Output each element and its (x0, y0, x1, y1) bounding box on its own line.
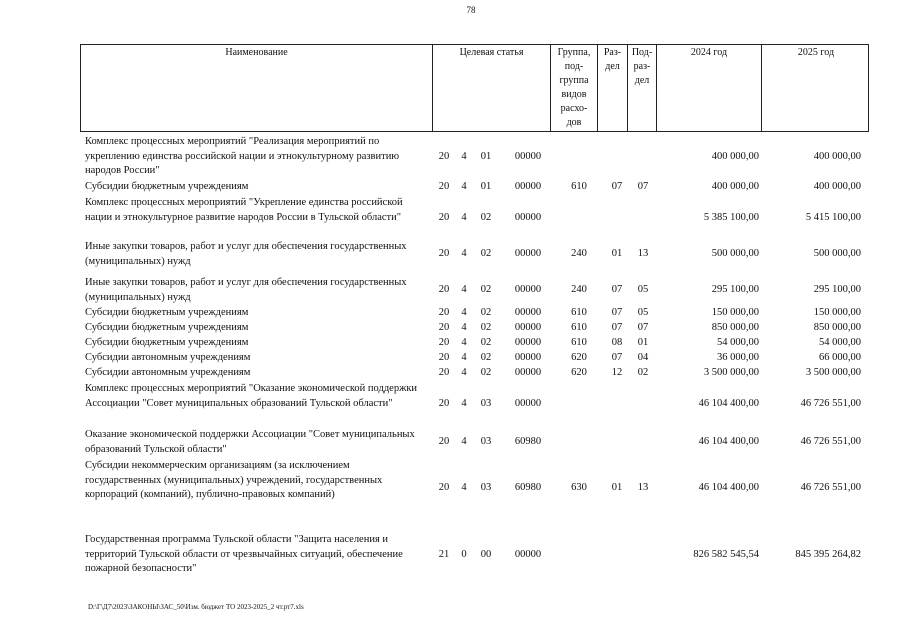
cell-a: 20 (438, 150, 450, 162)
cell-y2025: 54 000,00 (819, 337, 861, 348)
cell-b: 4 (461, 352, 467, 363)
cell-grp: 630 (571, 481, 587, 493)
cell-c: 00 (480, 548, 492, 560)
table-row (85, 321, 865, 336)
cell-a: 20 (438, 248, 450, 260)
table-row (85, 306, 865, 321)
header-2025: 2025 год (797, 47, 835, 58)
cell-y2024: 54 000,00 (717, 337, 759, 348)
cell-d: 00000 (514, 352, 542, 363)
cell-grp: 620 (571, 367, 587, 378)
cell-c: 02 (480, 367, 492, 378)
cell-y2024: 36 000,00 (717, 352, 759, 363)
cell-y2024: 500 000,00 (711, 248, 759, 260)
cell-d: 00000 (514, 307, 542, 318)
cell-sub: 13 (637, 248, 649, 260)
cell-sub: 04 (637, 352, 649, 363)
cell-y2025: 845 395 264,82 (795, 548, 861, 560)
cell-sec: 01 (611, 248, 623, 260)
cell-y2025: 66 000,00 (819, 352, 861, 363)
cell-sub: 07 (637, 322, 649, 333)
table-row (85, 459, 865, 517)
row-name: Субсидии бюджетным учреждениям (85, 322, 249, 333)
cell-y2025: 400 000,00 (813, 181, 861, 192)
cell-grp: 240 (571, 284, 587, 296)
cell-y2024: 295 100,00 (711, 284, 759, 296)
table-row (85, 366, 865, 381)
table-row (85, 180, 865, 195)
cell-y2025: 400 000,00 (813, 150, 861, 162)
cell-sub: 01 (637, 337, 649, 348)
cell-grp: 610 (571, 322, 587, 333)
cell-c: 02 (480, 284, 492, 296)
cell-a: 20 (438, 211, 450, 223)
cell-grp: 610 (571, 337, 587, 348)
cell-b: 4 (461, 211, 467, 223)
cell-b: 4 (461, 150, 467, 162)
table-header (80, 44, 869, 132)
cell-d: 00000 (514, 397, 542, 409)
cell-y2024: 46 104 400,00 (698, 481, 759, 493)
cell-y2024: 5 385 100,00 (703, 211, 759, 223)
cell-grp: 620 (571, 352, 587, 363)
cell-c: 01 (480, 150, 492, 162)
cell-c: 02 (480, 248, 492, 260)
cell-a: 20 (438, 397, 450, 409)
cell-y2025: 46 726 551,00 (800, 397, 861, 409)
cell-sec: 08 (611, 337, 623, 348)
cell-b: 4 (461, 481, 467, 493)
cell-b: 4 (461, 397, 467, 409)
cell-sec: 07 (611, 322, 623, 333)
cell-b: 0 (461, 548, 467, 560)
cell-b: 4 (461, 307, 467, 318)
cell-b: 4 (461, 248, 467, 260)
cell-y2024: 850 000,00 (711, 322, 759, 333)
cell-y2024: 400 000,00 (711, 150, 759, 162)
cell-c: 03 (480, 436, 492, 448)
cell-d: 00000 (514, 181, 542, 192)
cell-y2024: 150 000,00 (711, 307, 759, 318)
cell-a: 20 (438, 307, 450, 318)
row-name: Субсидии бюджетным учреждениям (85, 307, 249, 318)
cell-d: 00000 (514, 284, 542, 296)
cell-sub: 02 (637, 367, 649, 378)
cell-a: 20 (438, 481, 450, 493)
header-name: Наименование (81, 45, 433, 131)
cell-y2025: 5 415 100,00 (805, 211, 861, 223)
header-2024: 2024 год (657, 45, 762, 131)
cell-y2025: 3 500 000,00 (805, 367, 861, 378)
table-row (85, 240, 865, 269)
table-row (85, 196, 865, 240)
cell-grp: 610 (571, 307, 587, 318)
cell-c: 02 (480, 307, 492, 318)
row-name: Субсидии бюджетным учреждениям (85, 181, 249, 192)
cell-sub: 13 (637, 481, 649, 493)
cell-y2025: 500 000,00 (813, 248, 861, 260)
table-row (85, 351, 865, 366)
cell-d: 00000 (514, 150, 542, 162)
header-section: Раз- дел (598, 45, 628, 131)
cell-y2024: 3 500 000,00 (703, 367, 759, 378)
cell-d: 00000 (514, 248, 542, 260)
cell-a: 21 (438, 548, 450, 560)
row-name: Комплекс процессных мероприятий "Реализация мероприятий по укреплению единства российской нации и этнокультурному развитию народов России" (85, 136, 400, 176)
row-name: Иные закупки товаров, работ и услуг для обеспечения государственных (муниципальных) нужд (85, 277, 407, 303)
cell-sub: 05 (637, 307, 649, 318)
cell-grp: 240 (571, 248, 587, 260)
table-row (85, 336, 865, 351)
row-name: Государственная программа Тульской области "Защита населения и территорий Тульской области от чрезвычайных ситуаций, обеспечение пожарной безопасности" (85, 534, 403, 574)
file-path-footer: D:\Г\Д7\2023\ЗАКОНЫ\ЗАС_50\Изм. бюджет ТО 2023-2025_2 чт.рт7.xls (88, 603, 304, 611)
cell-b: 4 (461, 436, 467, 448)
cell-y2025: 46 726 551,00 (800, 481, 861, 493)
cell-a: 20 (438, 284, 450, 296)
cell-d: 00000 (514, 337, 542, 348)
table-row (85, 428, 865, 457)
row-name: Иные закупки товаров, работ и услуг для обеспечения государственных (муниципальных) нужд (85, 241, 407, 267)
cell-d: 00000 (514, 367, 542, 378)
cell-grp: 610 (571, 181, 587, 192)
row-name: Комплекс процессных мероприятий "Укрепление единства российской нации и этнокультурное развитие народов России в Тульской области" (85, 197, 403, 223)
cell-c: 03 (480, 397, 492, 409)
cell-d: 00000 (514, 322, 542, 333)
row-name: Субсидии некоммерческим организациям (за исключением государственных (муниципальных) учреждений, государственных корпораций (компаний), публично-правовых компаний) (85, 460, 383, 500)
cell-a: 20 (438, 322, 450, 333)
row-name: Субсидии автономным учреждениям (85, 352, 251, 363)
cell-c: 01 (480, 181, 492, 192)
header-target-article: Целевая статья (433, 45, 551, 131)
cell-y2025: 46 726 551,00 (800, 436, 861, 448)
cell-d: 60980 (514, 481, 542, 493)
cell-a: 20 (438, 436, 450, 448)
cell-b: 4 (461, 322, 467, 333)
cell-sec: 07 (611, 284, 623, 296)
cell-sec: 07 (611, 307, 623, 318)
cell-c: 02 (480, 352, 492, 363)
cell-b: 4 (461, 367, 467, 378)
cell-y2025: 295 100,00 (813, 284, 861, 296)
cell-sec: 07 (611, 352, 623, 363)
row-name: Оказание экономической поддержки Ассоциации "Совет муниципальных образований Тульской области" (85, 429, 415, 455)
cell-sec: 12 (611, 367, 623, 378)
cell-y2025: 150 000,00 (813, 307, 861, 318)
cell-y2024: 46 104 400,00 (698, 397, 759, 409)
cell-sec: 01 (611, 481, 623, 493)
cell-y2024: 46 104 400,00 (698, 436, 759, 448)
cell-b: 4 (461, 284, 467, 296)
cell-sub: 05 (637, 284, 649, 296)
cell-d: 00000 (514, 548, 542, 560)
cell-sub: 07 (637, 181, 649, 192)
cell-c: 02 (480, 211, 492, 223)
page-number: 78 (466, 5, 476, 15)
cell-c: 02 (480, 337, 492, 348)
cell-c: 02 (480, 322, 492, 333)
row-name: Субсидии бюджетным учреждениям (85, 337, 249, 348)
cell-d: 00000 (514, 211, 542, 223)
cell-sec: 07 (611, 181, 623, 192)
header-subsection: Под- раз- дел (628, 45, 657, 131)
cell-a: 20 (438, 337, 450, 348)
cell-y2024: 400 000,00 (711, 181, 759, 192)
cell-a: 20 (438, 352, 450, 363)
table-row (85, 276, 865, 305)
cell-y2025: 850 000,00 (813, 322, 861, 333)
row-name: Комплекс процессных мероприятий "Оказание экономической поддержки Ассоциации "Совет муниципальных образований Тульской области" (85, 383, 418, 409)
cell-a: 20 (438, 367, 450, 378)
cell-c: 03 (480, 481, 492, 493)
row-name: Субсидии автономным учреждениям (85, 367, 251, 378)
table-row (85, 533, 865, 577)
cell-y2024: 826 582 545,54 (693, 548, 759, 560)
cell-a: 20 (438, 181, 450, 192)
table-row (85, 382, 865, 426)
header-group: Группа, под- группа видов расхо- дов (551, 45, 598, 131)
cell-b: 4 (461, 181, 467, 192)
cell-b: 4 (461, 337, 467, 348)
cell-d: 60980 (514, 436, 542, 448)
table-row (85, 135, 865, 179)
